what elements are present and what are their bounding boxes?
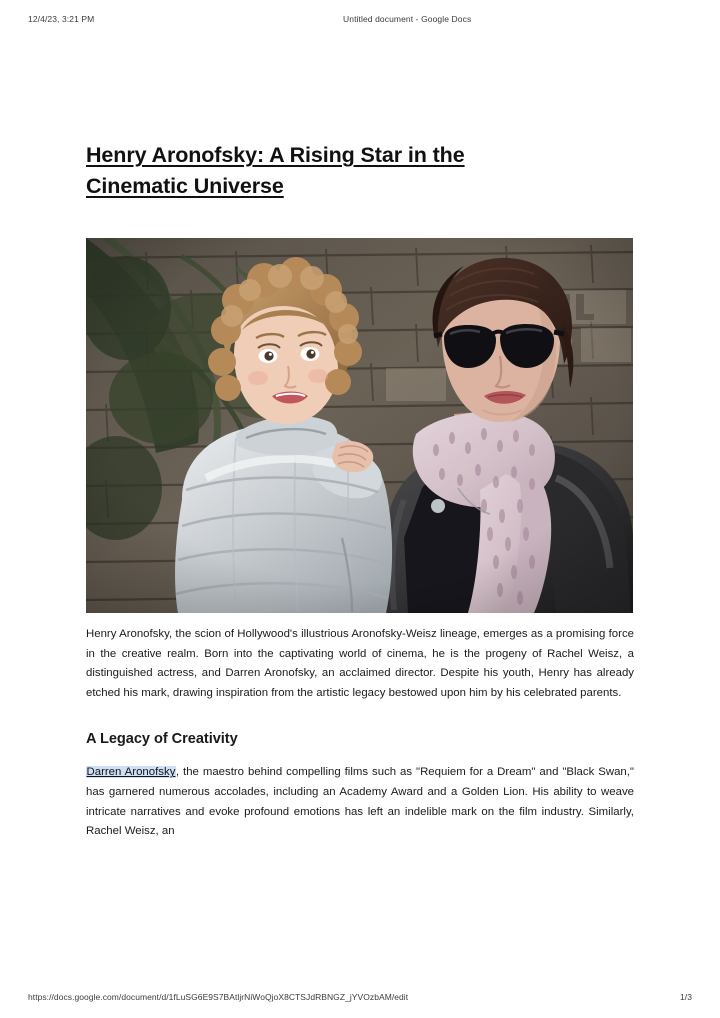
print-footer-url: https://docs.google.com/document/d/1fLuSG6E9S7BAtljrNiWoQjoX8CTSJdRBNGZ_jYVOzbAM/edit (28, 992, 409, 1002)
hero-image (86, 238, 633, 613)
document-body (86, 625, 634, 842)
paragraph-legacy (86, 763, 634, 841)
section-heading-legacy: A Legacy of Creativity (86, 731, 238, 748)
print-header (0, 14, 720, 28)
print-footer (0, 992, 720, 1006)
page-title-line-2: Cinematic Universe (86, 174, 284, 198)
print-header-document-title: Untitled document - Google Docs (343, 14, 472, 24)
page-title (86, 140, 634, 202)
darren-aronofsky-link[interactable]: Darren Aronofsky (86, 766, 176, 779)
paragraph-legacy-text: , the maestro behind compelling films such as "Requiem for a Dream" and "Black Swan," has garnered numerous accolades, including an Academy Award and a Golden Lion. His ability to weave intricate narratives and evoke profound emotions has left an indelible mark on the film industry. Similarly, Rachel Weisz, an (86, 766, 634, 838)
page-title-line-1: Henry Aronofsky: A Rising Star in the (86, 143, 465, 167)
hero-photo (86, 238, 633, 613)
print-header-date: 12/4/23, 3:21 PM (28, 14, 95, 24)
paragraph-intro: Henry Aronofsky, the scion of Hollywood's illustrious Aronofsky-Weisz lineage, emerges as a promising force in the creative realm. Born into the captivating world of cinema, he is the progeny of Rachel Weisz, a distinguished actress, and Darren Aronofsky, an acclaimed director. Despite his youth, Henry has already etched his mark, drawing inspiration from the artistic legacy bestowed upon him by his celebrated parents. (86, 628, 634, 699)
print-footer-page-number: 1/3 (680, 992, 692, 1002)
document-content (86, 140, 634, 838)
